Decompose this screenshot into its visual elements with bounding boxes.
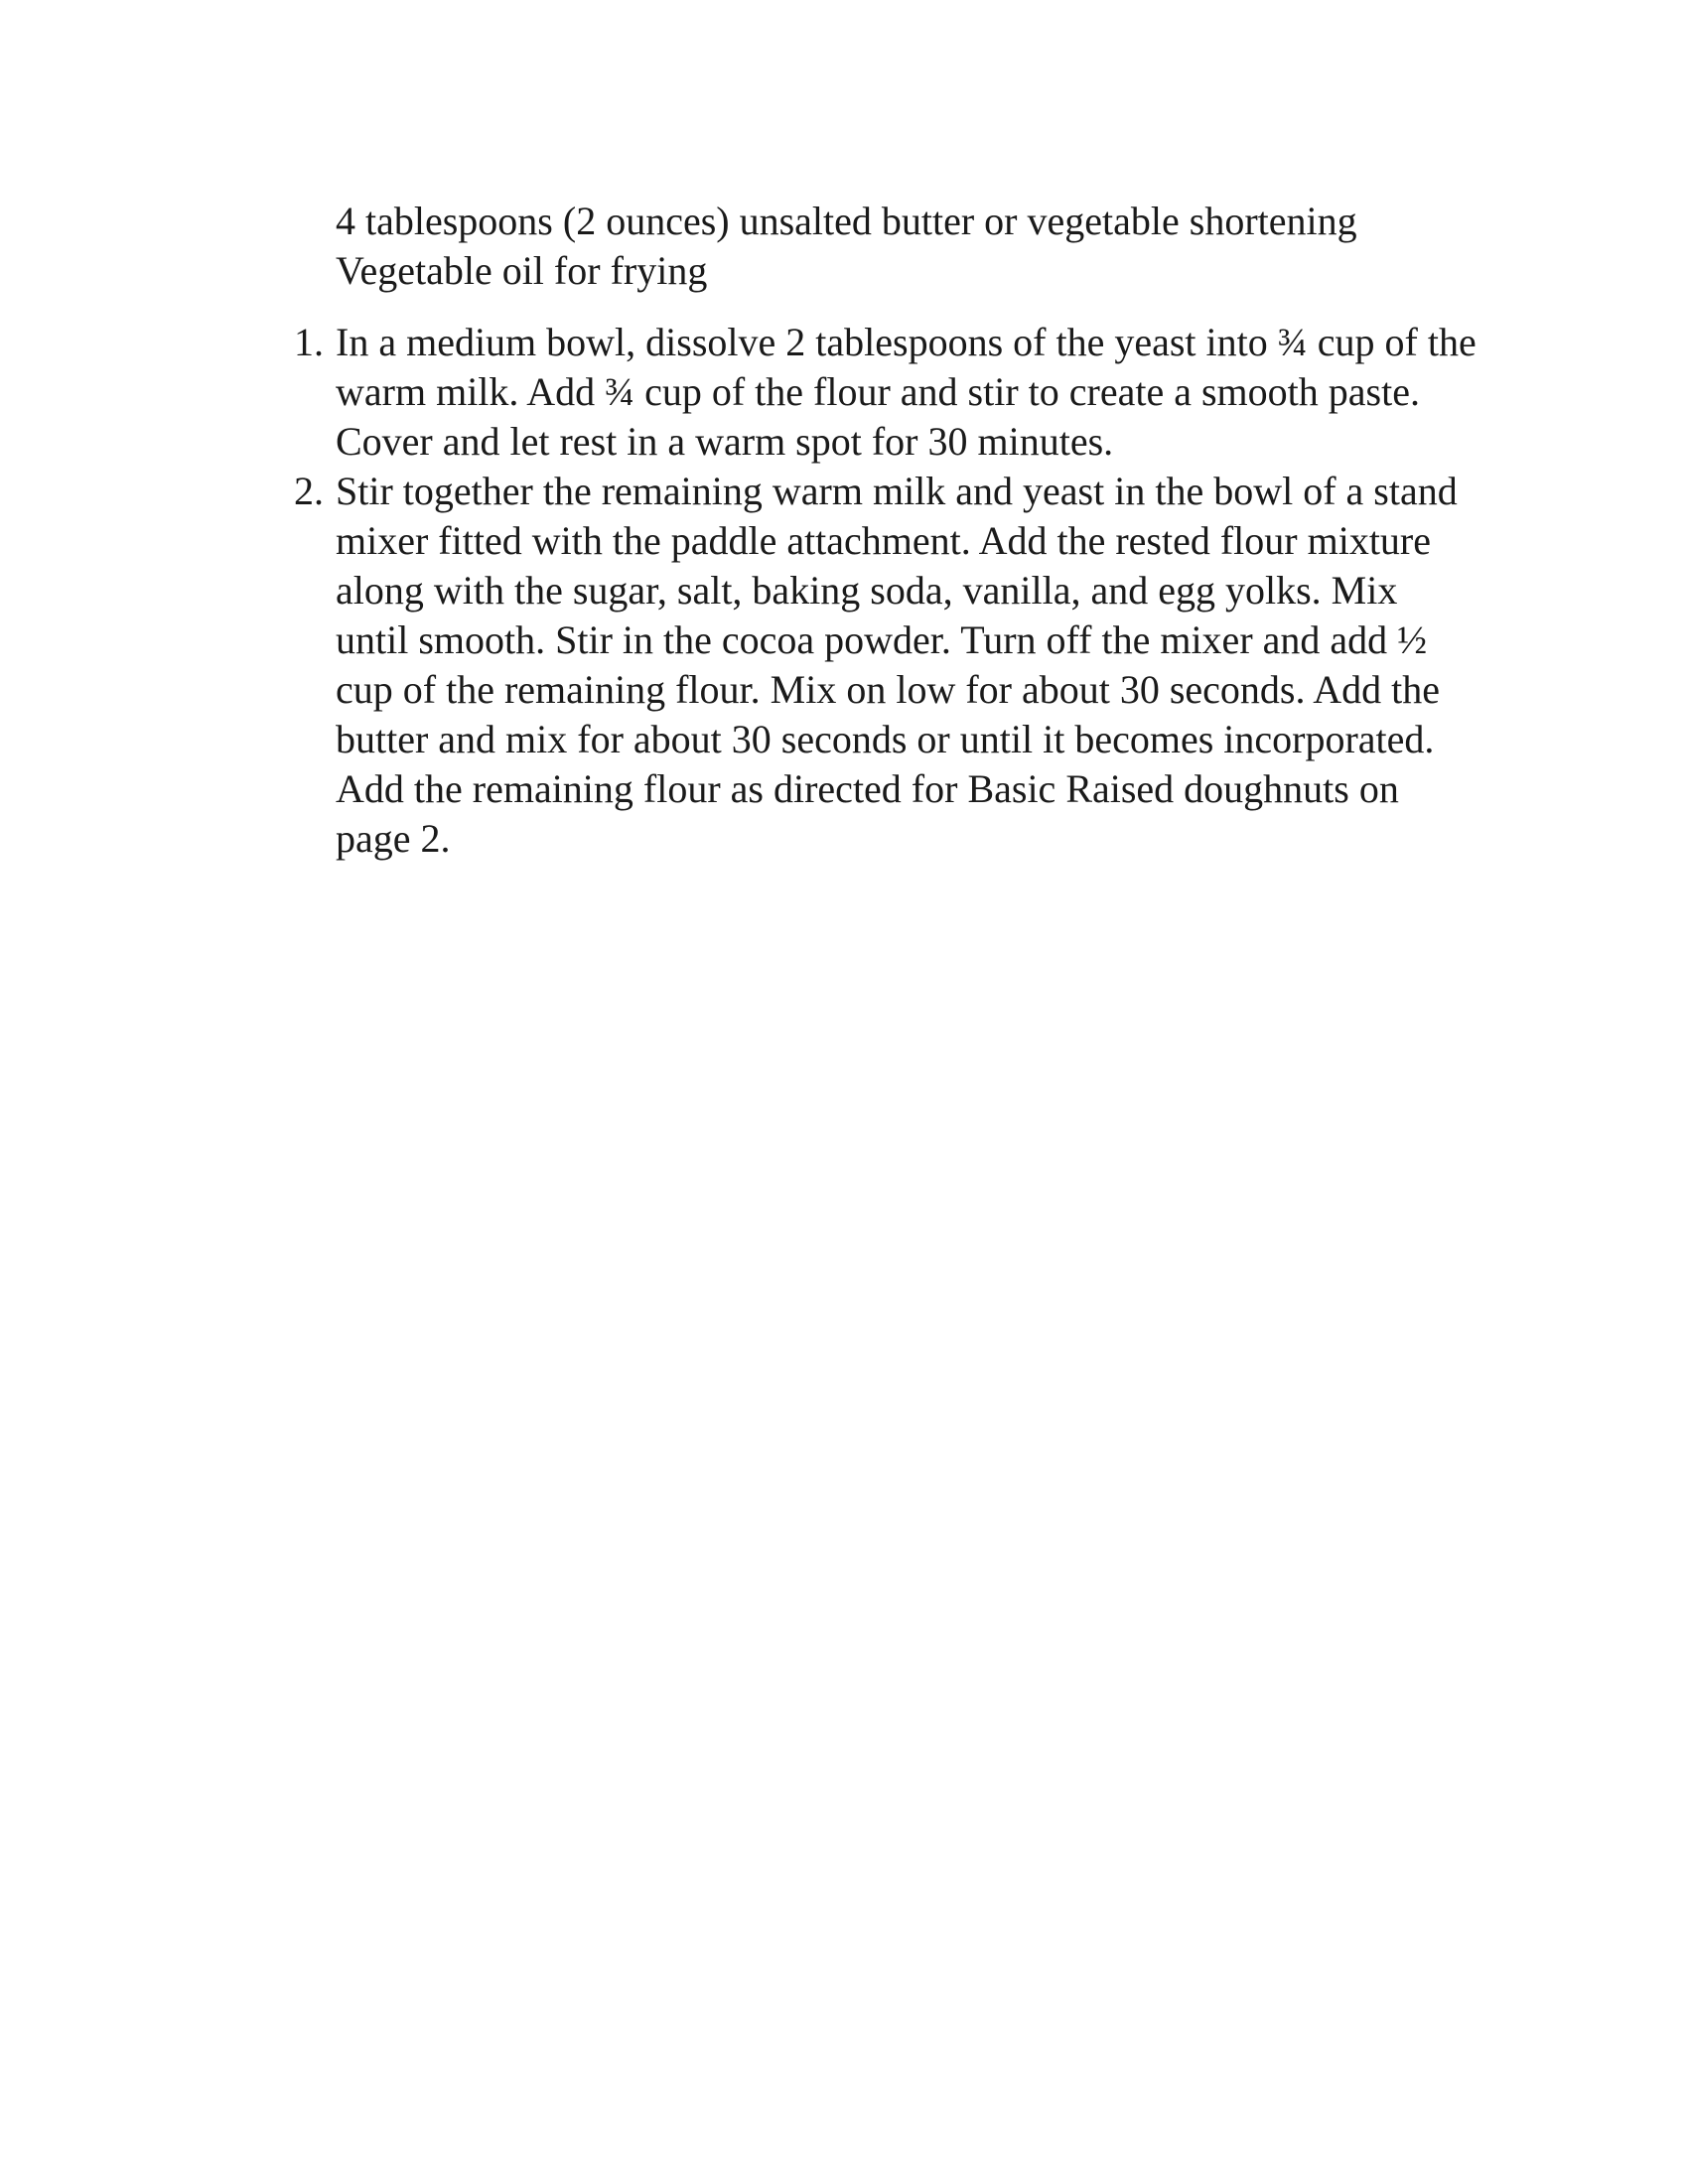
step-text: Stir together the remaining warm milk and yeast in the bowl of a stand mixer fitted with the paddle attachment. Add the rested flour mixture along with the sugar, salt, baking soda, vanilla, and egg yolks. Mix until smooth. Stir in the cocoa powder. Turn off the mixer and add ½ cup of the remaining flour. Mix on low for about 30 seconds. Add the butter and mix for about 30 seconds or until it becomes incorporated. Add the remaining flour as directed for Basic Raised doughnuts on page 2. (336, 469, 1458, 861)
instruction-step (294, 318, 1477, 467)
recipe-body (294, 197, 1477, 864)
step-number: 1. (294, 320, 324, 364)
instruction-step (294, 467, 1477, 864)
ingredient-item: Vegetable oil for frying (336, 248, 708, 293)
ingredient-item: 4 tablespoons (2 ounces) unsalted butter or vegetable shortening (336, 199, 1357, 243)
ingredient-list (336, 197, 1477, 296)
step-text: In a medium bowl, dissolve 2 tablespoons of the yeast into ¾ cup of the warm milk. Add ¾ cup of the flour and stir to create a smooth paste. Cover and let rest in a warm spot for 30 minutes. (336, 320, 1477, 464)
instruction-list (294, 318, 1477, 864)
step-number: 2. (294, 469, 324, 513)
